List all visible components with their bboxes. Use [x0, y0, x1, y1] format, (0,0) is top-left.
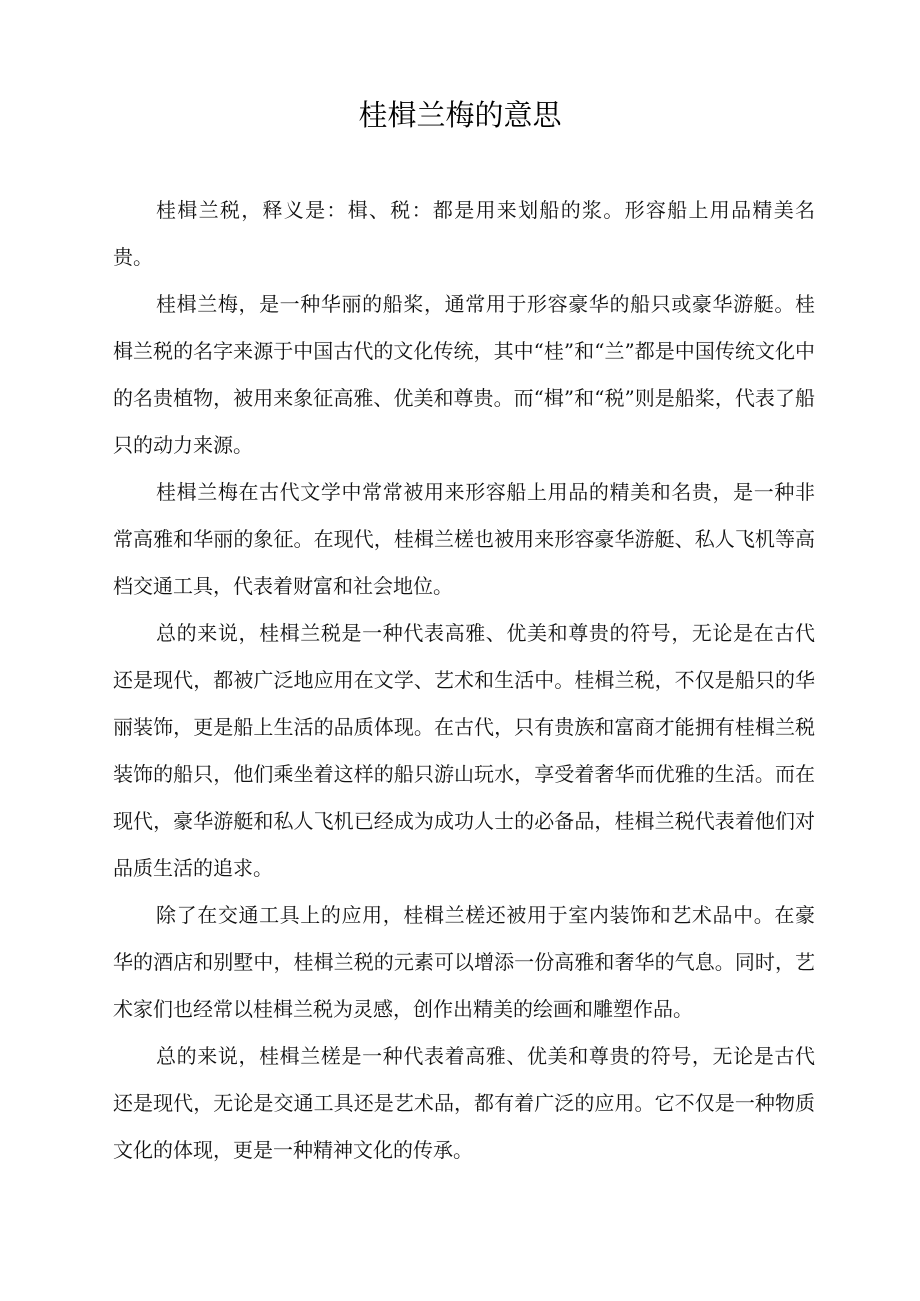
paragraph-6: 总的来说，桂楫兰槎是一种代表着高雅、优美和尊贵的符号，无论是古代还是现代，无论是交通工具还是艺术品，都有着广泛的应用。它不仅是一种物质文化的体现，更是一种精神文化的传承。 [113, 1044, 815, 1162]
document-title: 桂楫兰梅的意思 [358, 98, 562, 132]
paragraph-4: 总的来说，桂楫兰税是一种代表高雅、优美和尊贵的符号，无论是在古代还是现代，都被广泛地应用在文学、艺术和生活中。桂楫兰税，不仅是船只的华丽装饰，更是船上生活的品质体现。在古代，只有贵族和富商才能拥有桂楫兰税装饰的船只，他们乘坐着这样的船只游山玩水，享受着奢华而优雅的生活。而在现代，豪华游艇和私人飞机已经成为成功人士的必备品，桂楫兰税代表着他们对品质生活的追求。 [113, 621, 815, 880]
paragraph-2: 桂楫兰梅，是一种华丽的船桨，通常用于形容豪华的船只或豪华游艇。桂楫兰税的名字来源于中国古代的文化传统，其中“桂”和“兰”都是中国传统文化中的名贵植物，被用来象征高雅、优美和尊贵。而“楫”和“税”则是船桨，代表了船只的动力来源。 [113, 292, 815, 457]
paragraph-5: 除了在交通工具上的应用，桂楫兰槎还被用于室内装饰和艺术品中。在豪华的酒店和别墅中，桂楫兰税的元素可以增添一份高雅和奢华的气息。同时，艺术家们也经常以桂楫兰税为灵感，创作出精美的绘画和雕塑作品。 [113, 903, 815, 1021]
document-body [113, 187, 815, 1174]
paragraph-3: 桂楫兰梅在古代文学中常常被用来形容船上用品的精美和名贵，是一种非常高雅和华丽的象征。在现代，桂楫兰槎也被用来形容豪华游艇、私人飞机等高档交通工具，代表着财富和社会地位。 [113, 480, 815, 598]
paragraph-1: 桂楫兰税，释义是：楫、税：都是用来划船的浆。形容船上用品精美名贵。 [113, 198, 815, 269]
